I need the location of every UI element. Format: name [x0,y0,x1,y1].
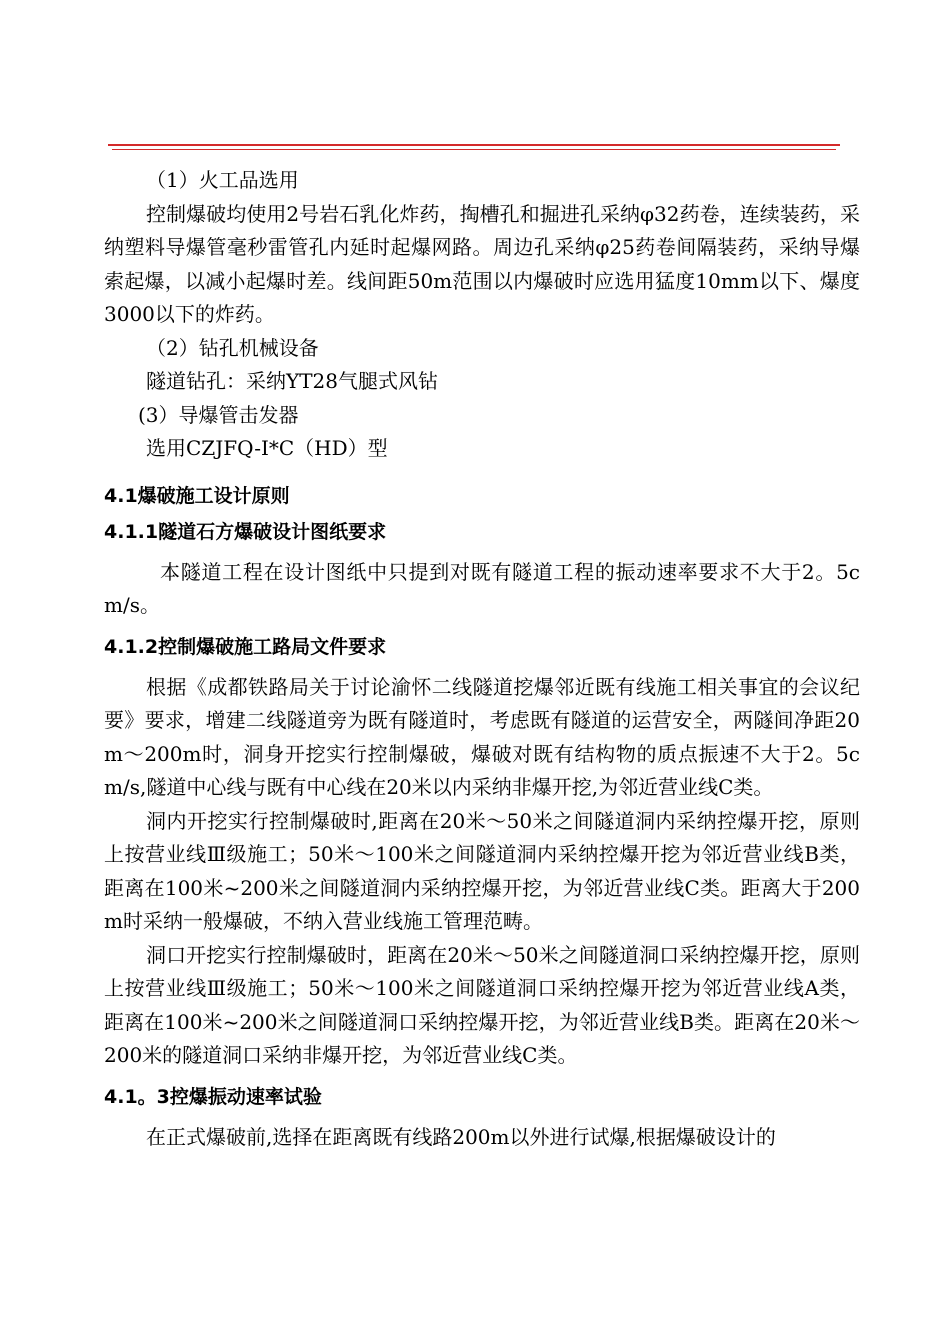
paragraph-design-requirement: 本隧道工程在设计图纸中只提到对既有隧道工程的振动速率要求不大于2。5cm/s。 [104,559,860,617]
paragraph-railway-bureau: 根据《成都铁路局关于讨论渝怀二线隧道挖爆邻近既有线施工相关事宜的会议纪要》要求，增建二线隧道旁为既有隧道时，考虑既有隧道的运营安全，两隧间净距20m～200m时，洞身开挖实行控制爆破，爆破对既有结构物的质点振速不大于2。5cm/s,隧道中心线与既有中心线在20米以内采纳非爆开挖,为邻近营业线C类。 [104,674,860,799]
header-rule-top [108,144,840,146]
paragraph-tunnel-portal: 洞口开挖实行控制爆破时，距离在20米～50米之间隧道洞口采纳控爆开挖，原则上按营业线Ⅲ级施工；50米～100米之间隧道洞口采纳控爆开挖为邻近营业线A类，距离在100米~200米之间隧道洞口采纳控爆开挖，为邻近营业线B类。距离在20米～200米的隧道洞口采纳非爆开挖，为邻近营业线C类。 [104,942,860,1067]
paragraph-vibration-test: 在正式爆破前,选择在距离既有线路200m以外进行试爆,根据爆破设计的 [146,1124,776,1149]
item-explosives-heading: （1）火工品选用 [146,168,299,192]
paragraph-detonator: 选用CZJFQ-I*C（HD）型 [146,436,388,460]
paragraph-explosives: 控制爆破均使用2号岩石乳化炸药，掏槽孔和掘进孔采纳φ32药卷，连续装药，采纳塑料导爆管毫秒雷管孔内延时起爆网路。周边孔采纳φ25药卷间隔装药，采纳导爆索起爆，以减小起爆时差。线间距50m范围以内爆破时应选用猛度10mm以下、爆度3000以下的炸药。 [104,201,860,326]
item-drilling-heading: （2）钻孔机械设备 [146,335,319,360]
item-detonator-heading: (3）导爆管击发器 [138,402,299,427]
section-heading-4-1-1: 4.1.1隧道石方爆破设计图纸要求 [104,520,387,543]
section-heading-4-1: 4.1爆破施工设计原则 [104,484,290,507]
header-rule-bottom [112,149,836,150]
paragraph-tunnel-interior: 洞内开挖实行控制爆破时,距离在20米～50米之间隧道洞内采纳控爆开挖，原则上按营业线Ⅲ级施工；50米～100米之间隧道洞内采纳控爆开挖为邻近营业线B类，距离在100米~200米之间隧道洞内采纳控爆开挖，为邻近营业线C类。距离大于200m时采纳一般爆破，不纳入营业线施工管理范畴。 [104,808,860,933]
paragraph-drilling: 隧道钻孔：采纳YT28气腿式风钻 [146,369,438,393]
section-heading-4-1-3: 4.1。3控爆振动速率试验 [104,1085,322,1108]
document-body [104,164,860,1154]
section-heading-4-1-2: 4.1.2控制爆破施工路局文件要求 [104,635,387,658]
